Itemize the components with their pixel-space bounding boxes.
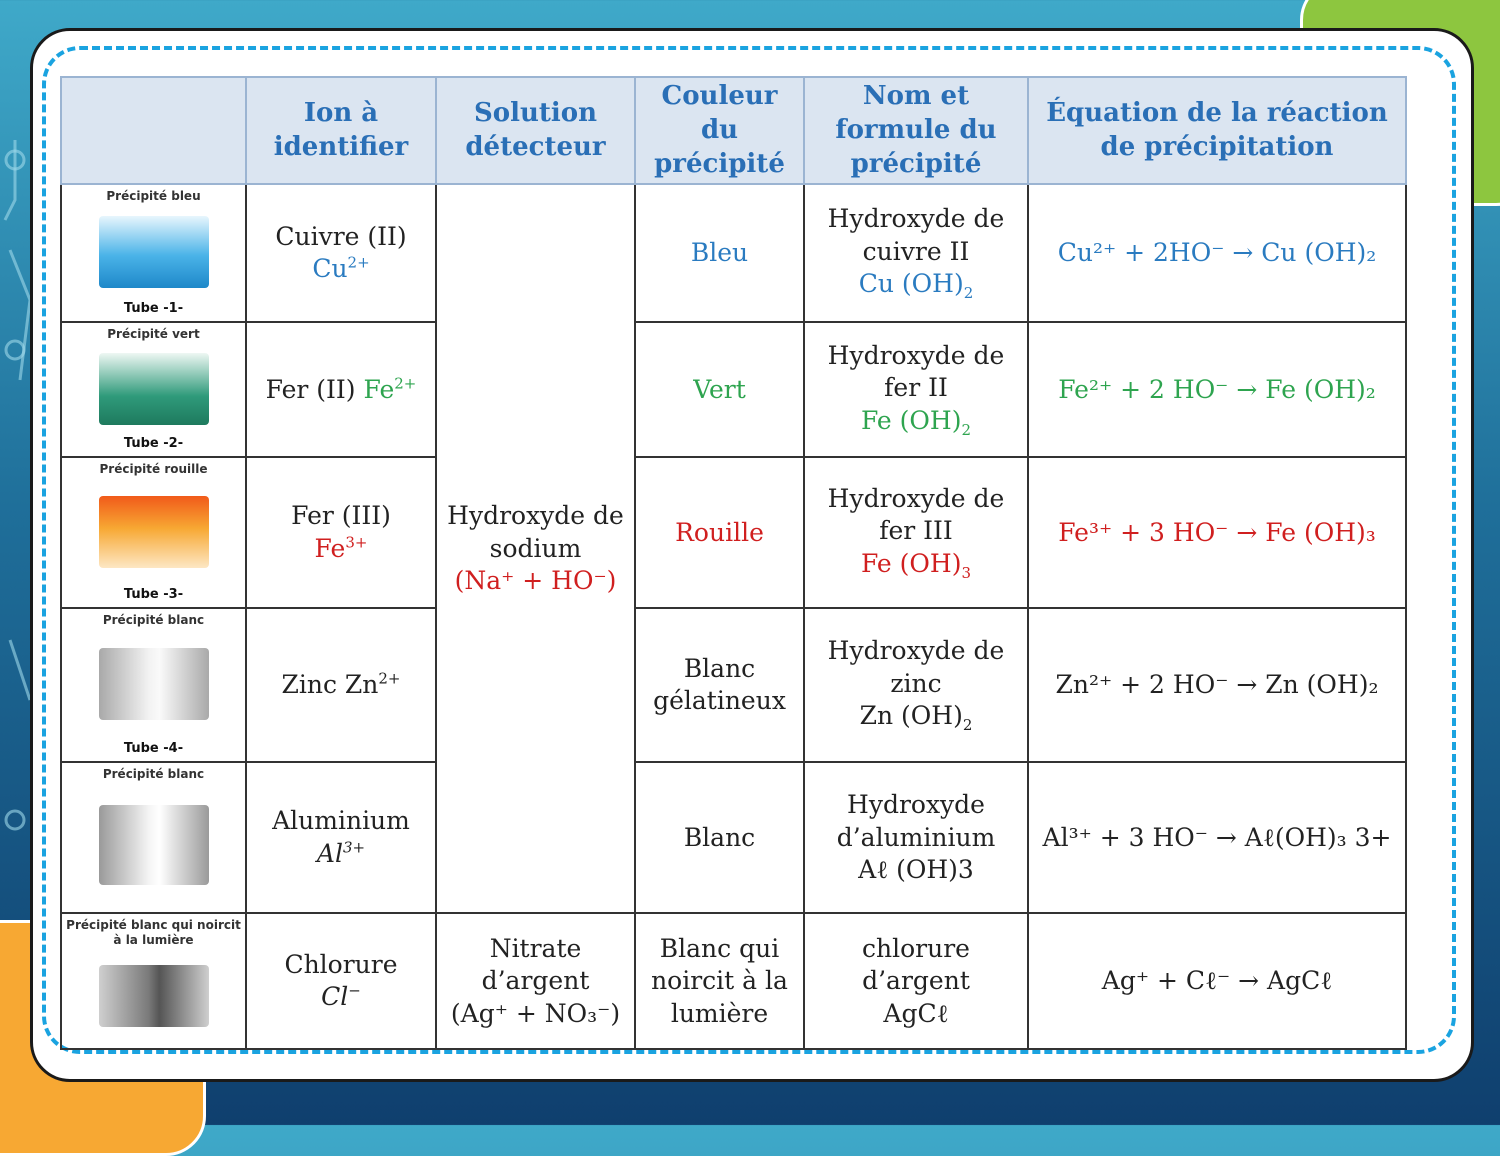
tube-photo [99, 805, 209, 885]
precipitate-formula: Aℓ (OH)3 [858, 855, 974, 885]
precipitate-cell [804, 184, 1028, 322]
tube-photo-cell [61, 322, 246, 457]
ion-cell [246, 913, 436, 1049]
header-precipitate: Nom et formule du précipité [804, 77, 1028, 184]
tube-photo [99, 353, 209, 425]
header-image [61, 77, 246, 184]
ion-name: Zinc Zn [281, 670, 379, 700]
equation-cell: Cu²⁺ + 2HO⁻ → Cu (OH)₂ [1028, 184, 1406, 322]
tube-photo [99, 648, 209, 720]
ion-cell [246, 457, 436, 608]
precipitate-name: Hydroxyde de zinc [827, 636, 1005, 698]
precipitate-formula: Zn $(OH)_2$ [859, 701, 973, 735]
ion-formula: $Al^{3+}$ [316, 838, 366, 868]
tube-photo [99, 216, 209, 288]
ion-formula: $Cu^{2+}$ [312, 254, 370, 284]
header-detector: Solution détecteur [436, 77, 635, 184]
precipitate-name: chlorure d’argent [862, 933, 970, 996]
ion-name: Aluminium [272, 806, 410, 836]
photo-caption: Précipité blanc qui noircit à la lumière [66, 918, 241, 947]
table-row [61, 608, 1406, 762]
header-equation: Équation de la réaction de précipitation [1028, 77, 1406, 184]
tube-photo-cell [61, 913, 246, 1049]
tube-photo [99, 965, 209, 1027]
precipitate-cell [804, 608, 1028, 762]
ion-cell [246, 322, 436, 457]
detector-cell [436, 913, 635, 1049]
detector-name: Hydroxyde de sodium [447, 501, 624, 563]
tube-label: Tube -1- [123, 300, 184, 316]
detector-name: Nitrate d’argent [481, 933, 590, 996]
ion-cell [246, 762, 436, 913]
photo-caption: Précipité bleu [106, 189, 201, 204]
precipitate-formula: Cu $(OH)_2$ [858, 269, 974, 303]
table-row [61, 322, 1406, 457]
ion-name: Fer (II) [265, 374, 356, 404]
color-cell: Vert [635, 322, 804, 457]
ion-identification-table [60, 76, 1407, 1050]
equation-cell: Ag⁺ + Cℓ⁻ → AgCℓ [1028, 913, 1406, 1049]
photo-caption: Précipité vert [107, 327, 200, 342]
photo-caption: Précipité rouille [99, 462, 208, 477]
photo-caption: Précipité blanc [102, 613, 205, 628]
table-row [61, 762, 1406, 913]
ion-cell [246, 608, 436, 762]
table-row [61, 913, 1406, 1049]
detector-cell [436, 184, 635, 913]
ion-name: Chlorure [284, 949, 398, 979]
tube-photo-cell [61, 762, 246, 913]
equation-cell: Zn²⁺ + 2 HO⁻ → Zn (OH)₂ [1028, 608, 1406, 762]
tube-label: Tube -2- [123, 435, 184, 451]
color-cell: Rouille [635, 457, 804, 608]
photo-caption: Précipité blanc [102, 767, 205, 782]
precipitate-formula: AgCℓ [883, 998, 949, 1028]
precipitate-name: Hydroxyde de fer III [827, 483, 1005, 546]
color-cell: Blanc [635, 762, 804, 913]
ion-charge: 2+ [378, 669, 401, 688]
precipitate-cell [804, 457, 1028, 608]
tube-photo-cell [61, 608, 246, 762]
detector-formula: (Na⁺ + HO⁻) [454, 566, 617, 596]
tube-photo-cell [61, 184, 246, 322]
ion-cell [246, 184, 436, 322]
header-color: Couleur du précipité [635, 77, 804, 184]
tube-label: Tube -4- [123, 740, 184, 756]
tube-photo [99, 496, 209, 568]
ion-name: Cuivre (II) [275, 221, 407, 251]
detector-formula: (Ag⁺ + NO₃⁻) [450, 998, 621, 1028]
ion-formula: Cl− [321, 982, 361, 1012]
color-cell: Bleu [635, 184, 804, 322]
header-row [61, 77, 1406, 184]
color-cell: Blanc qui noircit à la lumière [635, 913, 804, 1049]
ion-name: Fer (III) [291, 501, 391, 531]
table-row [61, 184, 1406, 322]
precipitate-cell [804, 913, 1028, 1049]
equation-cell: Al³⁺ + 3 HO⁻ → Aℓ(OH)₃ 3+ [1028, 762, 1406, 913]
header-ion: Ion à identifier [246, 77, 436, 184]
equation-cell: Fe³⁺ + 3 HO⁻ → Fe (OH)₃ [1028, 457, 1406, 608]
ion-formula: $Fe^{3+}$ [314, 533, 368, 563]
ion-formula: $Fe^{2+}$ [363, 374, 417, 404]
precipitate-cell [804, 762, 1028, 913]
precipitate-name: Hydroxyde d’aluminium [836, 790, 996, 852]
tube-label: Tube -3- [123, 586, 184, 602]
precipitate-name: Hydroxyde de fer II [827, 340, 1005, 403]
equation-cell: Fe²⁺ + 2 HO⁻ → Fe (OH)₂ [1028, 322, 1406, 457]
color-cell: Blanc gélatineux [635, 608, 804, 762]
tube-photo-cell [61, 457, 246, 608]
precipitate-name: Hydroxyde de cuivre II [827, 204, 1005, 266]
table-row [61, 457, 1406, 608]
precipitate-cell [804, 322, 1028, 457]
precipitate-formula: Fe $(OH)_2$ [860, 405, 972, 439]
precipitate-formula: Fe $(OH)_3$ [860, 548, 972, 582]
